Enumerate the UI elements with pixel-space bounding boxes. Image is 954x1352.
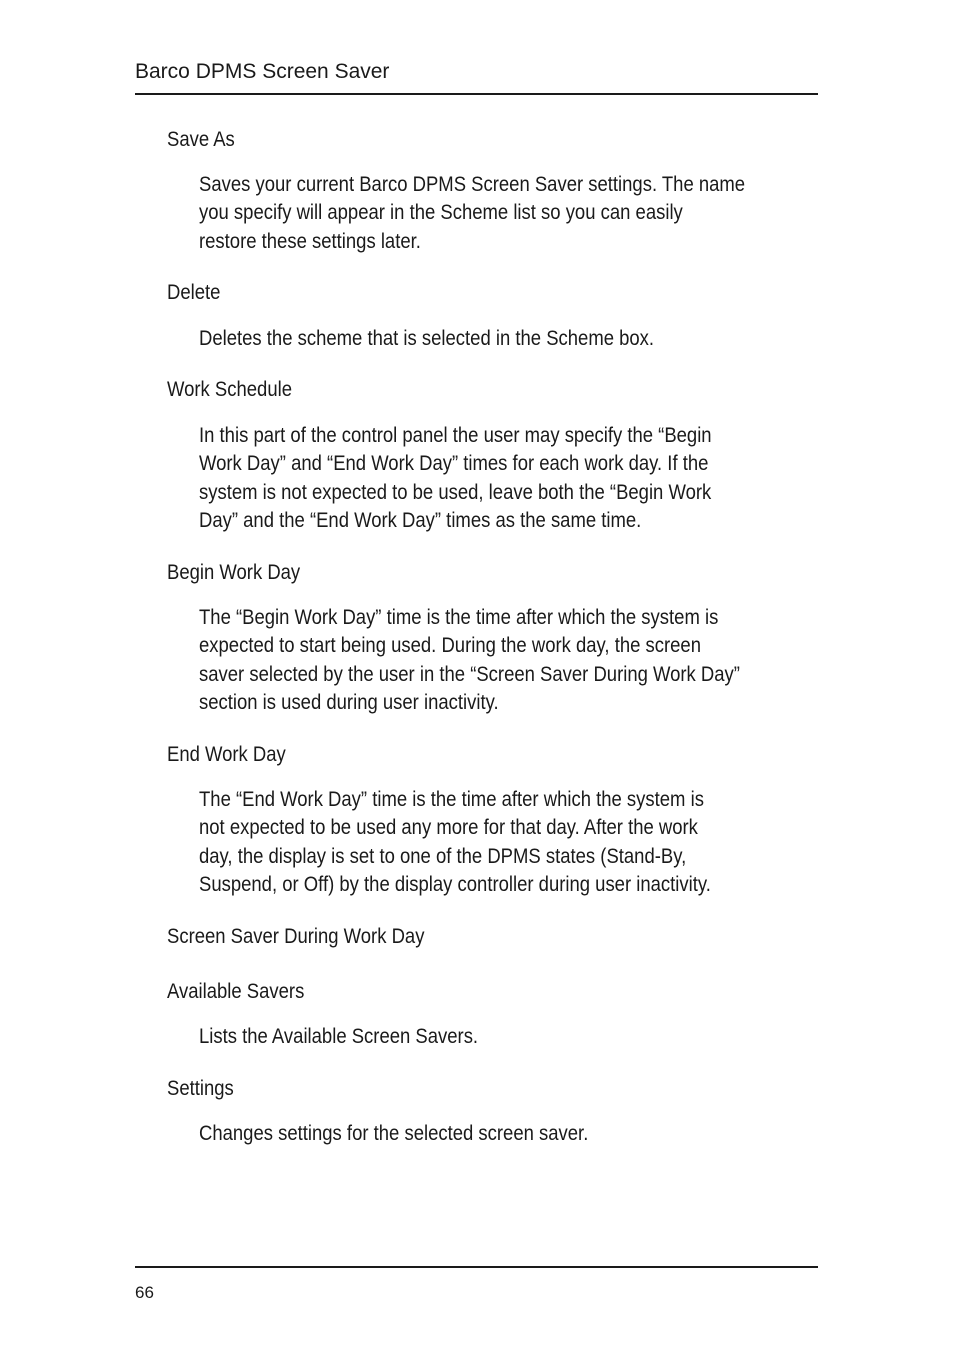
page-number: 66 <box>135 1283 154 1302</box>
running-header: Barco DPMS Screen Saver <box>135 60 390 83</box>
body-line: Suspend, or Off) by the display controller during user inactivity. <box>199 872 711 896</box>
body-line: Work Day” and “End Work Day” times for each work day. If the <box>199 452 709 476</box>
section-heading-end-work-day: End Work Day <box>167 743 286 766</box>
body-line: Saves your current Barco DPMS Screen Saver settings. The name <box>199 173 746 196</box>
body-line: Deletes the scheme that is selected in the Scheme box. <box>199 327 655 350</box>
footer-rule <box>135 1266 818 1268</box>
section-heading-screen-saver-during-work-day: Screen Saver During Work Day <box>167 925 425 948</box>
body-line: day, the display is set to one of the DPMS states (Stand-By, <box>199 844 687 868</box>
body-line: Day” and the “End Work Day” times as the same time. <box>199 508 642 532</box>
section-body-delete <box>199 325 815 353</box>
section-heading-begin-work-day: Begin Work Day <box>167 561 301 584</box>
body-line: Changes settings for the selected screen saver. <box>199 1122 589 1145</box>
header-rule <box>135 93 818 95</box>
section-heading-save-as: Save As <box>167 128 235 151</box>
body-line: restore these settings later. <box>199 229 421 253</box>
section-body-save-as <box>199 171 815 256</box>
body-line: Lists the Available Screen Savers. <box>199 1025 479 1048</box>
section-body-work-schedule <box>199 422 815 535</box>
body-line: expected to start being used. During the work day, the screen <box>199 634 701 658</box>
section-body-available-savers <box>199 1023 815 1051</box>
body-line: you specify will appear in the Scheme list so you can easily <box>199 201 683 225</box>
section-heading-settings: Settings <box>167 1077 234 1100</box>
body-line: saver selected by the user in the “Screen Saver During Work Day” <box>199 662 740 686</box>
body-line: The “End Work Day” time is the time after which the system is <box>199 788 704 811</box>
body-line: In this part of the control panel the user may specify the “Begin <box>199 424 712 447</box>
section-body-end-work-day <box>199 786 815 899</box>
body-line: not expected to be used any more for that day. After the work <box>199 816 698 840</box>
section-heading-delete: Delete <box>167 281 221 304</box>
section-body-settings <box>199 1120 815 1148</box>
section-heading-work-schedule: Work Schedule <box>167 378 292 401</box>
body-line: section is used during user inactivity. <box>199 690 499 714</box>
body-line: The “Begin Work Day” time is the time after which the system is <box>199 606 719 629</box>
section-heading-available-savers: Available Savers <box>167 980 305 1003</box>
body-line: system is not expected to be used, leave both the “Begin Work <box>199 480 712 504</box>
section-body-begin-work-day <box>199 604 815 717</box>
